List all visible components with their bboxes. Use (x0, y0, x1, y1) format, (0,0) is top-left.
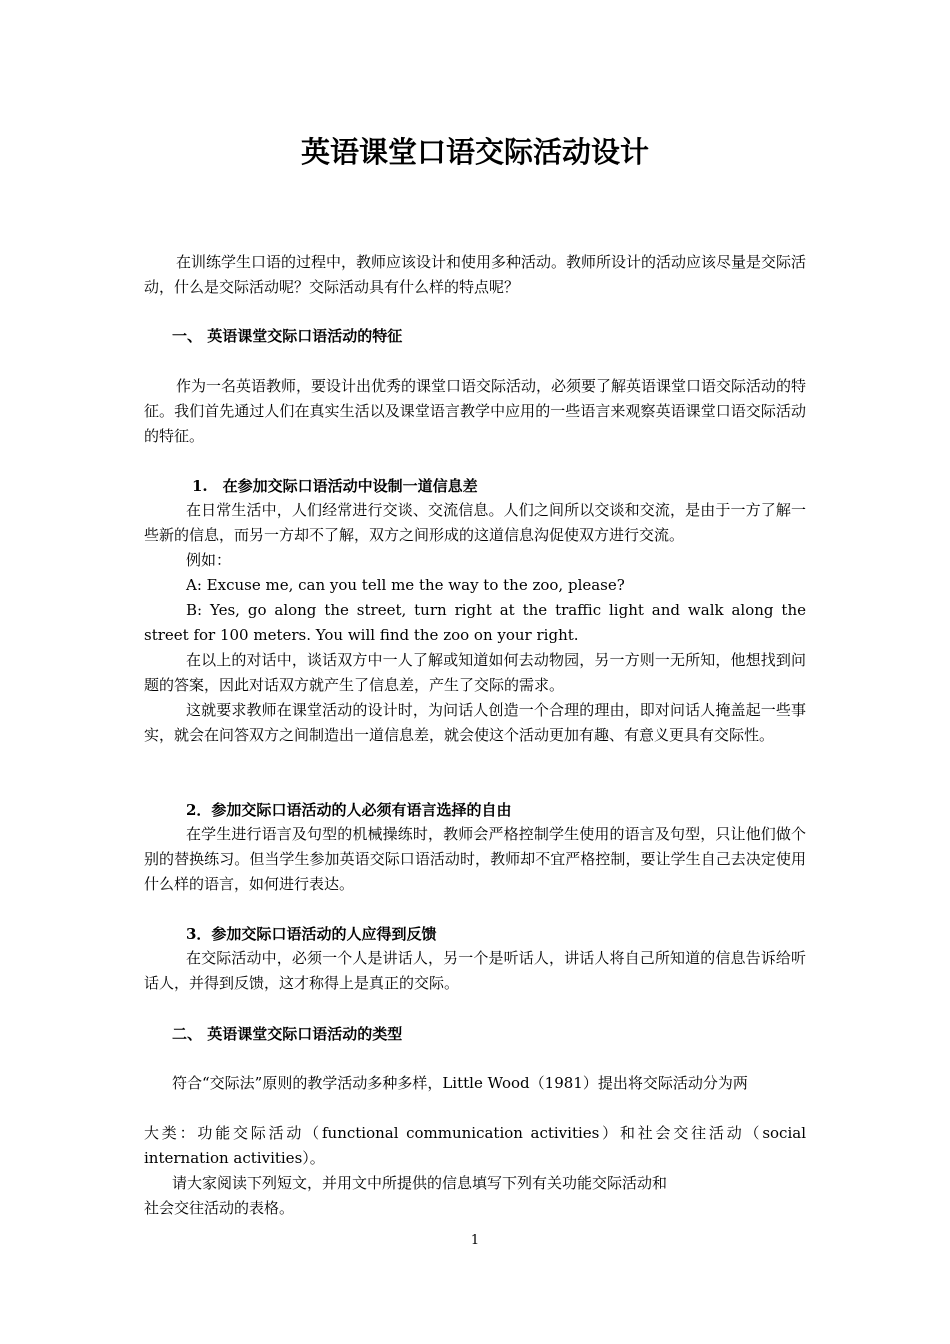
section-2-paragraph-1-line-2: 大类：功能交际活动（functional communication activities）和社会交往活动（social internation activities）。 (144, 1124, 806, 1167)
page-number: 1 (470, 1233, 480, 1248)
section-2-paragraph-2-line-2: 社会交往活动的表格。 (144, 1199, 295, 1217)
section-1-heading: 一、 英语课堂交际口语活动的特征 (172, 327, 403, 345)
point-1-paragraph-3: 这就要求教师在课堂活动的设计时，为问话人创造一个合理的理由，即对问话人掩盖起一些事实，就会在问答双方之间制造出一道信息差，就会使这个活动更加有趣、有意义更具有交际性。 (144, 701, 806, 744)
dialog-line-b: B: Yes, go along the street, turn right at the traffic light and walk along the street for 100 meters. You will find the zoo on your right. (144, 601, 806, 644)
point-3-paragraph: 在交际活动中，必须一个人是讲话人，另一个是听话人，讲话人将自己所知道的信息告诉给听话人，并得到反馈，这才称得上是真正的交际。 (144, 949, 806, 992)
dialog-line-a: A: Excuse me, can you tell me the way to the zoo, please? (186, 576, 625, 594)
section-2-paragraph-2-line-1: 请大家阅读下列短文，并用文中所提供的信息填写下列有关功能交际活动和 (172, 1174, 668, 1192)
point-2-heading: 2．参加交际口语活动的人必须有语言选择的自由 (186, 801, 512, 819)
page-title: 英语课堂口语交际活动设计 (300, 135, 649, 169)
point-3-heading: 3．参加交际口语活动的人应得到反馈 (186, 925, 437, 943)
point-1-paragraph-2: 在以上的对话中，谈话双方中一人了解或知道如何去动物园，另一方则一无所知，他想找到问题的答案，因此对话双方就产生了信息差，产生了交际的需求。 (144, 651, 806, 694)
point-1-paragraph-1: 在日常生活中，人们经常进行交谈、交流信息。人们之间所以交谈和交流，是由于一方了解一些新的信息，而另一方却不了解，双方之间形成的这道信息沟促使双方进行交流。 (144, 501, 806, 544)
point-2-paragraph: 在学生进行语言及句型的机械操练时，教师会严格控制学生使用的语言及句型，只让他们做个别的替换练习。但当学生参加英语交际口语活动时，教师却不宜严格控制，要让学生自己去决定使用什么样的语言，如何进行表达。 (144, 825, 806, 893)
intro-paragraph: 在训练学生口语的过程中，教师应该设计和使用多种活动。教师所设计的活动应该尽量是交际活动，什么是交际活动呢？交际活动具有什么样的特点呢？ (144, 253, 807, 296)
section-2-heading: 二、 英语课堂交际口语活动的类型 (172, 1025, 403, 1043)
section-2-paragraph-1-line-1: 符合“交际法”原则的教学活动多种多样，Little Wood（1981）提出将交际活动分为两 (172, 1074, 748, 1092)
example-label: 例如： (186, 551, 232, 569)
point-1-heading: 1. 在参加交际口语活动中设制一道信息差 (192, 477, 478, 495)
section-1-paragraph: 作为一名英语教师，要设计出优秀的课堂口语交际活动，必须要了解英语课堂口语交际活动的特征。我们首先通过人们在真实生活以及课堂语言教学中应用的一些语言来观察英语课堂口语交际活动的特征。 (144, 377, 807, 445)
